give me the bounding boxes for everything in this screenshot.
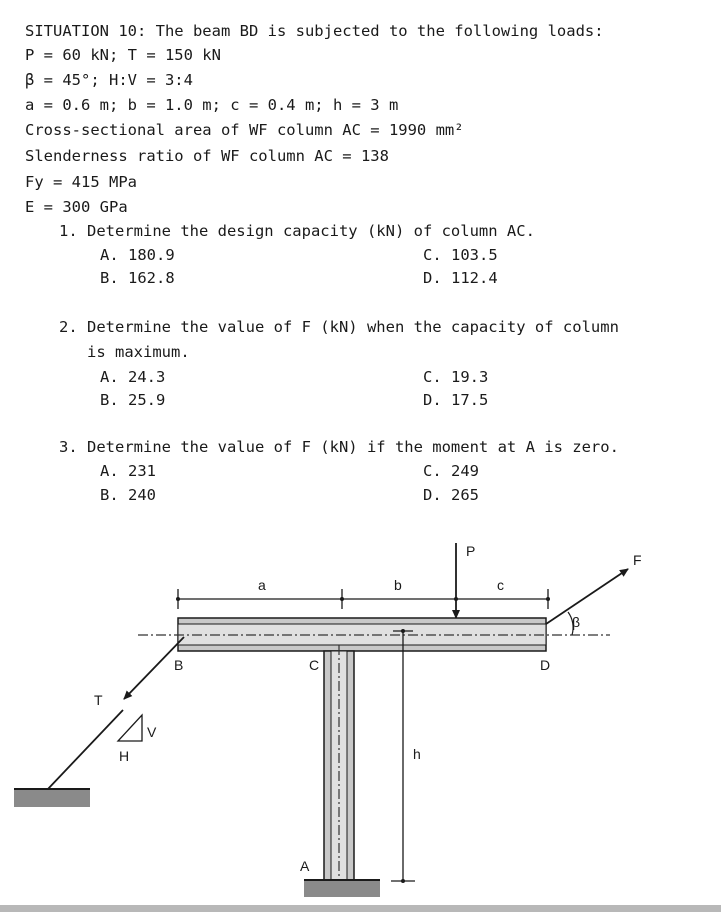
q2-choice-b: B. 25.9: [100, 391, 166, 409]
q1-choice-d: D. 112.4: [423, 269, 498, 287]
question-2-prompt-cont: is maximum.: [87, 343, 190, 361]
q2-choice-c: C. 19.3: [423, 368, 489, 386]
label-point-d: D: [540, 657, 551, 673]
slope-triangle: [118, 715, 142, 741]
q3-choice-c: C. 249: [423, 462, 479, 480]
q2-choice-a: A. 24.3: [100, 368, 166, 386]
ground-left: [14, 789, 90, 807]
q3-choice-b: B. 240: [100, 486, 156, 504]
label-b: b: [394, 577, 402, 593]
slenderness-line: Slenderness ratio of WF column AC = 138: [25, 147, 389, 165]
q1-choice-c: C. 103.5: [423, 246, 498, 264]
label-point-a: A: [300, 858, 310, 874]
bottom-bar: [0, 905, 721, 912]
fy-line: Fy = 415 MPa: [25, 173, 137, 191]
q3-choice-d: D. 265: [423, 486, 479, 504]
question-1-prompt: 1. Determine the design capacity (kN) of column AC.: [59, 222, 535, 240]
label-a: a: [258, 577, 266, 593]
q2-choice-d: D. 17.5: [423, 391, 489, 409]
label-v: V: [147, 724, 157, 740]
beam-column-diagram: [0, 515, 721, 905]
dimensions-line: a = 0.6 m; b = 1.0 m; c = 0.4 m; h = 3 m: [25, 96, 399, 114]
e-line: E = 300 GPa: [25, 198, 128, 216]
force-f-arrow: [546, 569, 628, 624]
question-3-prompt: 3. Determine the value of F (kN) if the moment at A is zero.: [59, 438, 619, 456]
label-beta: β: [572, 614, 581, 630]
label-c: c: [497, 577, 504, 593]
q1-choice-b: B. 162.8: [100, 269, 175, 287]
label-h-ratio: H: [119, 748, 130, 764]
cable-line: [47, 710, 123, 790]
label-point-b: B: [174, 657, 184, 673]
label-point-c: C: [309, 657, 320, 673]
ground-a: [304, 880, 380, 897]
dimension-line: [176, 589, 550, 609]
q1-choice-a: A. 180.9: [100, 246, 175, 264]
label-h: h: [413, 746, 421, 762]
situation-heading: SITUATION 10: The beam BD is subjected to the following loads:: [25, 22, 604, 40]
loads-line: P = 60 kN; T = 150 kN: [25, 46, 221, 64]
question-2-prompt: 2. Determine the value of F (kN) when the capacity of column: [59, 318, 619, 336]
label-t: T: [94, 692, 103, 708]
area-line: Cross-sectional area of WF column AC = 1990 mm²: [25, 121, 464, 139]
label-p: P: [466, 543, 476, 559]
label-f: F: [633, 552, 642, 568]
height-dimension: [391, 629, 415, 883]
q3-choice-a: A. 231: [100, 462, 156, 480]
angle-ratio-line: β = 45°; H:V = 3:4: [25, 71, 193, 89]
